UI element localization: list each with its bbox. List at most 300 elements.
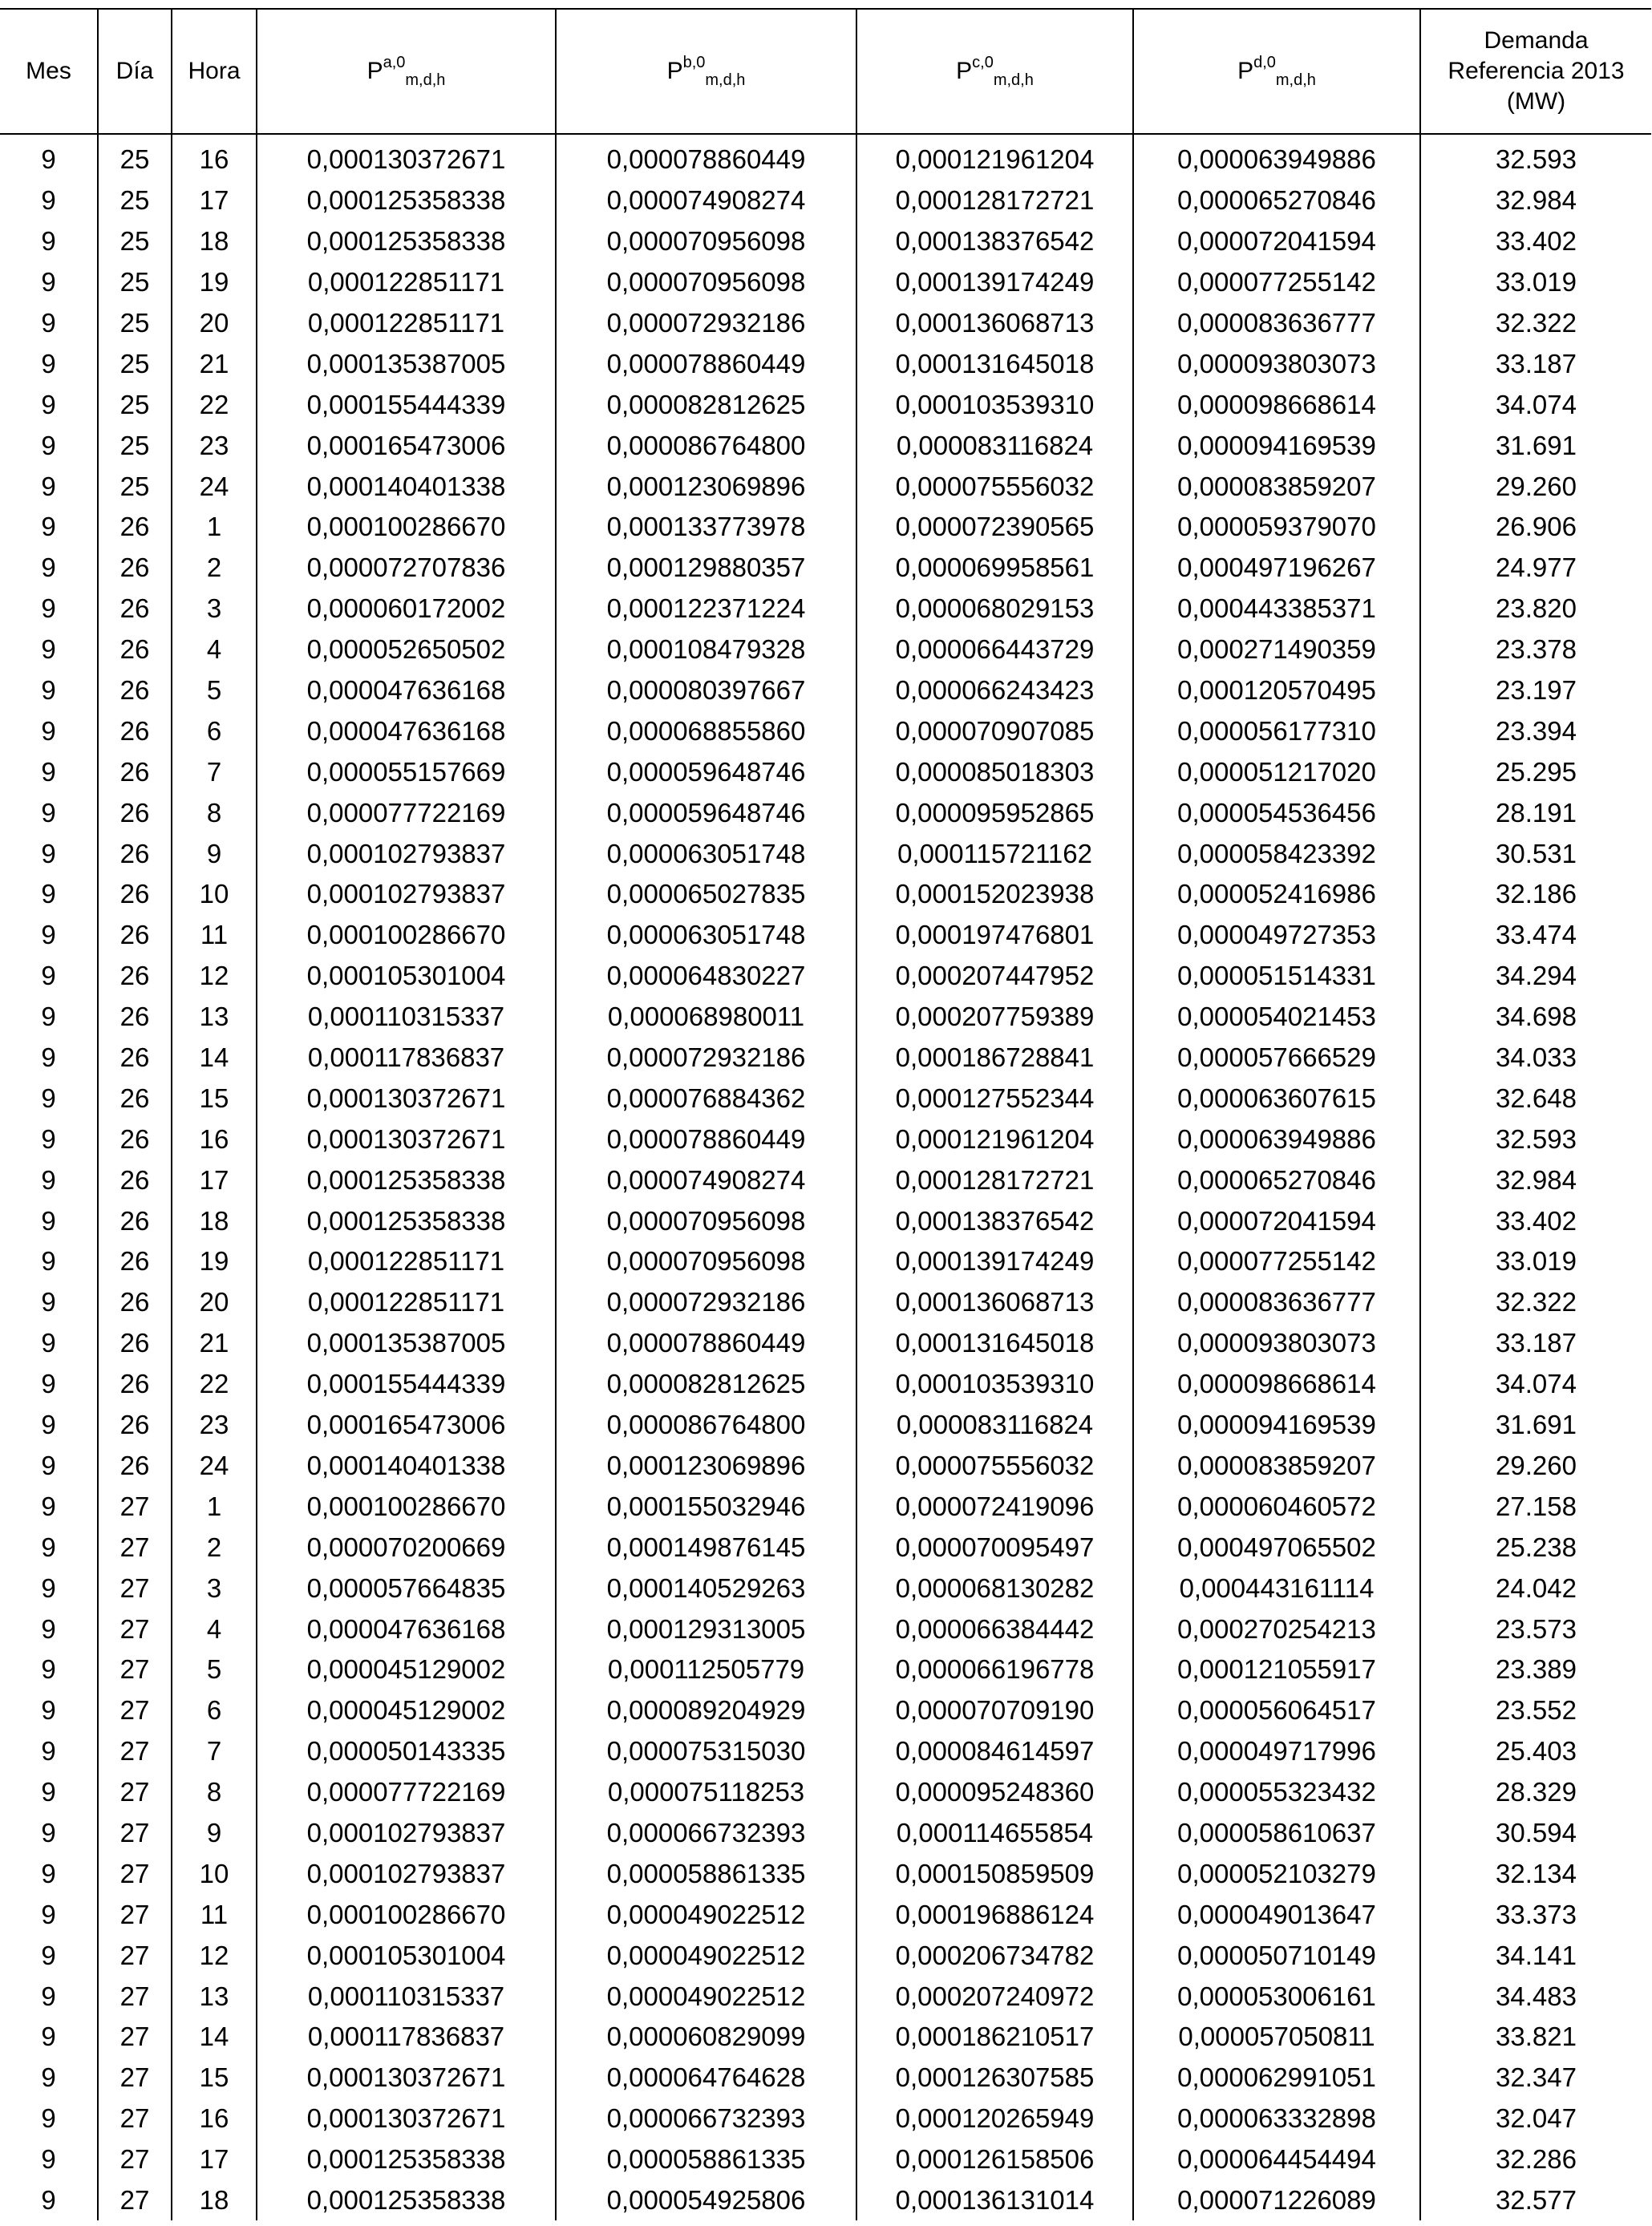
pd-cell: 0,000051217020 bbox=[1133, 751, 1420, 792]
table-row bbox=[0, 507, 1651, 548]
mes-cell: 9 bbox=[41, 2184, 56, 2215]
pd-cell: 0,000064454494 bbox=[1133, 2139, 1420, 2180]
pc-cell: 0,000207759389 bbox=[856, 997, 1133, 1038]
dia-cell: 26 bbox=[98, 670, 172, 711]
dia-cell: 27 bbox=[98, 2058, 172, 2099]
table-row bbox=[0, 1935, 1651, 1976]
mes-cell: 9 bbox=[41, 879, 56, 909]
header-pd-base: P bbox=[1237, 58, 1254, 84]
demanda-cell: 23.197 bbox=[1420, 670, 1651, 711]
pd-cell: 0,000071226089 bbox=[1133, 2180, 1420, 2221]
pa-cell: 0,000135387005 bbox=[257, 343, 556, 384]
hora-cell: 15 bbox=[172, 1078, 257, 1119]
dia-cell: 26 bbox=[98, 1446, 172, 1487]
header-pc-sup: c,0 bbox=[972, 54, 994, 71]
mes-cell: 9 bbox=[41, 1817, 56, 1848]
pd-cell: 0,000083859207 bbox=[1133, 466, 1420, 507]
dia-cell: 26 bbox=[98, 1405, 172, 1446]
data-table bbox=[0, 8, 1651, 2220]
pb-cell: 0,000082812625 bbox=[556, 384, 856, 425]
mes-cell: 9 bbox=[41, 1328, 56, 1358]
hora-cell: 10 bbox=[172, 1853, 257, 1894]
pa-cell: 0,000077722169 bbox=[257, 1772, 556, 1813]
pc-cell: 0,000136068713 bbox=[856, 303, 1133, 344]
mes-cell: 9 bbox=[41, 920, 56, 950]
table-row bbox=[0, 1976, 1651, 2017]
pb-cell: 0,000063051748 bbox=[556, 915, 856, 956]
mes-cell: 9 bbox=[41, 1736, 56, 1767]
dia-cell: 27 bbox=[98, 1649, 172, 1690]
table-row bbox=[0, 384, 1651, 425]
pb-cell: 0,000078860449 bbox=[556, 343, 856, 384]
dia-cell: 27 bbox=[98, 2180, 172, 2221]
pa-cell: 0,000117836837 bbox=[257, 1038, 556, 1079]
dia-cell: 25 bbox=[98, 180, 172, 221]
dia-cell: 26 bbox=[98, 1160, 172, 1200]
pc-cell: 0,000070709190 bbox=[856, 1690, 1133, 1731]
demanda-cell: 23.378 bbox=[1420, 629, 1651, 670]
mes-cell: 9 bbox=[41, 715, 56, 746]
pb-cell: 0,000072932186 bbox=[556, 303, 856, 344]
demanda-cell: 26.906 bbox=[1420, 507, 1651, 548]
demanda-cell: 32.322 bbox=[1420, 303, 1651, 344]
hora-cell: 5 bbox=[172, 670, 257, 711]
pa-cell: 0,000130372671 bbox=[257, 2058, 556, 2099]
table-row bbox=[0, 751, 1651, 792]
demanda-cell: 23.552 bbox=[1420, 1690, 1651, 1731]
table-row bbox=[0, 1568, 1651, 1609]
demanda-cell: 34.074 bbox=[1420, 1364, 1651, 1405]
pb-cell: 0,000058861335 bbox=[556, 1853, 856, 1894]
pa-cell: 0,000105301004 bbox=[257, 956, 556, 997]
pa-cell: 0,000122851171 bbox=[257, 1282, 556, 1323]
pd-cell: 0,000083636777 bbox=[1133, 303, 1420, 344]
mes-cell: 9 bbox=[41, 1613, 56, 1644]
hora-cell: 22 bbox=[172, 1364, 257, 1405]
pa-cell: 0,000047636168 bbox=[257, 1609, 556, 1649]
pa-cell: 0,000130372671 bbox=[257, 134, 556, 180]
demanda-cell: 31.691 bbox=[1420, 1405, 1651, 1446]
demanda-cell: 25.238 bbox=[1420, 1527, 1651, 1568]
mes-cell: 9 bbox=[41, 512, 56, 542]
demanda-cell: 25.295 bbox=[1420, 751, 1651, 792]
pc-cell: 0,000186210517 bbox=[856, 2017, 1133, 2058]
table-row bbox=[0, 1731, 1651, 1772]
pb-cell: 0,000075118253 bbox=[556, 1772, 856, 1813]
mes-cell: 9 bbox=[41, 2103, 56, 2134]
pd-cell: 0,000094169539 bbox=[1133, 425, 1420, 466]
pb-cell: 0,000072932186 bbox=[556, 1038, 856, 1079]
dia-cell: 25 bbox=[98, 425, 172, 466]
demanda-cell: 33.019 bbox=[1420, 262, 1651, 303]
pc-cell: 0,000072390565 bbox=[856, 507, 1133, 548]
mes-cell: 9 bbox=[41, 2144, 56, 2175]
table-row bbox=[0, 1894, 1651, 1935]
dia-cell: 27 bbox=[98, 1772, 172, 1813]
pa-cell: 0,000102793837 bbox=[257, 1853, 556, 1894]
hora-cell: 8 bbox=[172, 792, 257, 833]
table-row bbox=[0, 134, 1651, 180]
pb-cell: 0,000049022512 bbox=[556, 1976, 856, 2017]
mes-cell: 9 bbox=[41, 1123, 56, 1154]
demanda-cell: 23.573 bbox=[1420, 1609, 1651, 1649]
pd-cell: 0,000072041594 bbox=[1133, 1200, 1420, 1241]
dia-cell: 26 bbox=[98, 956, 172, 997]
hora-cell: 19 bbox=[172, 1241, 257, 1282]
demanda-cell: 34.294 bbox=[1420, 956, 1651, 997]
header-demanda-line2: Referencia 2013 bbox=[1448, 58, 1625, 84]
demanda-cell: 23.389 bbox=[1420, 1649, 1651, 1690]
pa-cell: 0,000122851171 bbox=[257, 303, 556, 344]
pa-cell: 0,000155444339 bbox=[257, 1364, 556, 1405]
table-row bbox=[0, 221, 1651, 262]
table-row bbox=[0, 425, 1651, 466]
pb-cell: 0,000074908274 bbox=[556, 1160, 856, 1200]
table-row bbox=[0, 1649, 1651, 1690]
demanda-cell: 30.594 bbox=[1420, 1813, 1651, 1854]
table-row bbox=[0, 1690, 1651, 1731]
demanda-cell: 32.047 bbox=[1420, 2099, 1651, 2139]
table-row bbox=[0, 1038, 1651, 1079]
pb-cell: 0,000070956098 bbox=[556, 221, 856, 262]
table-row bbox=[0, 262, 1651, 303]
hora-cell: 9 bbox=[172, 833, 257, 874]
pc-cell: 0,000066243423 bbox=[856, 670, 1133, 711]
hora-cell: 21 bbox=[172, 343, 257, 384]
hora-cell: 6 bbox=[172, 1690, 257, 1731]
pb-cell: 0,000063051748 bbox=[556, 833, 856, 874]
hora-cell: 10 bbox=[172, 874, 257, 915]
hora-cell: 11 bbox=[172, 1894, 257, 1935]
pd-cell: 0,000098668614 bbox=[1133, 384, 1420, 425]
demanda-cell: 28.329 bbox=[1420, 1772, 1651, 1813]
pc-cell: 0,000138376542 bbox=[856, 1200, 1133, 1241]
pb-cell: 0,000060829099 bbox=[556, 2017, 856, 2058]
demanda-cell: 34.033 bbox=[1420, 1038, 1651, 1079]
pc-cell: 0,000075556032 bbox=[856, 1446, 1133, 1487]
pc-cell: 0,000075556032 bbox=[856, 466, 1133, 507]
pd-cell: 0,000093803073 bbox=[1133, 343, 1420, 384]
table-row bbox=[0, 2180, 1651, 2221]
data-table-container bbox=[0, 8, 1651, 2220]
header-demanda bbox=[1420, 9, 1651, 134]
demanda-cell: 29.260 bbox=[1420, 466, 1651, 507]
hora-cell: 24 bbox=[172, 1446, 257, 1487]
dia-cell: 26 bbox=[98, 915, 172, 956]
pd-cell: 0,000065270846 bbox=[1133, 1160, 1420, 1200]
dia-cell: 25 bbox=[98, 343, 172, 384]
pa-cell: 0,000047636168 bbox=[257, 670, 556, 711]
pa-cell: 0,000122851171 bbox=[257, 1241, 556, 1282]
mes-cell: 9 bbox=[41, 348, 56, 378]
pa-cell: 0,000060172002 bbox=[257, 589, 556, 629]
demanda-cell: 30.531 bbox=[1420, 833, 1651, 874]
dia-cell: 27 bbox=[98, 1486, 172, 1527]
header-dia: Día bbox=[98, 9, 172, 134]
pb-cell: 0,000049022512 bbox=[556, 1894, 856, 1935]
dia-cell: 25 bbox=[98, 384, 172, 425]
pd-cell: 0,000063949886 bbox=[1133, 1119, 1420, 1160]
pc-cell: 0,000196886124 bbox=[856, 1894, 1133, 1935]
dia-cell: 26 bbox=[98, 1323, 172, 1364]
pb-cell: 0,000149876145 bbox=[556, 1527, 856, 1568]
table-row bbox=[0, 303, 1651, 344]
hora-cell: 3 bbox=[172, 589, 257, 629]
dia-cell: 27 bbox=[98, 2099, 172, 2139]
demanda-cell: 34.074 bbox=[1420, 384, 1651, 425]
pc-cell: 0,000152023938 bbox=[856, 874, 1133, 915]
demanda-cell: 32.648 bbox=[1420, 1078, 1651, 1119]
demanda-cell: 32.186 bbox=[1420, 874, 1651, 915]
pc-cell: 0,000206734782 bbox=[856, 1935, 1133, 1976]
pb-cell: 0,000078860449 bbox=[556, 1323, 856, 1364]
table-row bbox=[0, 629, 1651, 670]
header-pa-sup: a,0 bbox=[383, 54, 406, 71]
pc-cell: 0,000128172721 bbox=[856, 1160, 1133, 1200]
table-row bbox=[0, 1364, 1651, 1405]
demanda-cell: 23.394 bbox=[1420, 710, 1651, 751]
pa-cell: 0,000140401338 bbox=[257, 1446, 556, 1487]
dia-cell: 26 bbox=[98, 874, 172, 915]
hora-cell: 17 bbox=[172, 2139, 257, 2180]
table-row bbox=[0, 1813, 1651, 1854]
pb-cell: 0,000065027835 bbox=[556, 874, 856, 915]
hora-cell: 1 bbox=[172, 507, 257, 548]
pa-cell: 0,000110315337 bbox=[257, 1976, 556, 2017]
pc-cell: 0,000069958561 bbox=[856, 548, 1133, 589]
mes-cell: 9 bbox=[41, 1246, 56, 1277]
pc-cell: 0,000066196778 bbox=[856, 1649, 1133, 1690]
demanda-cell: 32.984 bbox=[1420, 1160, 1651, 1200]
table-row bbox=[0, 1527, 1651, 1568]
demanda-cell: 29.260 bbox=[1420, 1446, 1651, 1487]
mes-cell: 9 bbox=[41, 1410, 56, 1440]
pb-cell: 0,000070956098 bbox=[556, 1200, 856, 1241]
pc-cell: 0,000127552344 bbox=[856, 1078, 1133, 1119]
pd-cell: 0,000063607615 bbox=[1133, 1078, 1420, 1119]
pd-cell: 0,000050710149 bbox=[1133, 1935, 1420, 1976]
table-row bbox=[0, 2058, 1651, 2099]
pd-cell: 0,000052416986 bbox=[1133, 874, 1420, 915]
mes-cell: 9 bbox=[41, 1369, 56, 1399]
pb-cell: 0,000089204929 bbox=[556, 1690, 856, 1731]
pc-cell: 0,000114655854 bbox=[856, 1813, 1133, 1854]
demanda-cell: 32.347 bbox=[1420, 2058, 1651, 2099]
demanda-cell: 33.474 bbox=[1420, 915, 1651, 956]
mes-cell: 9 bbox=[41, 838, 56, 868]
pd-cell: 0,000058610637 bbox=[1133, 1813, 1420, 1854]
pc-cell: 0,000085018303 bbox=[856, 751, 1133, 792]
mes-cell: 9 bbox=[41, 144, 56, 175]
hora-cell: 18 bbox=[172, 2180, 257, 2221]
mes-cell: 9 bbox=[41, 1491, 56, 1521]
pb-cell: 0,000112505779 bbox=[556, 1649, 856, 1690]
pb-cell: 0,000068980011 bbox=[556, 997, 856, 1038]
dia-cell: 26 bbox=[98, 1200, 172, 1241]
pa-cell: 0,000047636168 bbox=[257, 710, 556, 751]
table-row bbox=[0, 874, 1651, 915]
pc-cell: 0,000070907085 bbox=[856, 710, 1133, 751]
pb-cell: 0,000123069896 bbox=[556, 1446, 856, 1487]
dia-cell: 26 bbox=[98, 1241, 172, 1282]
pb-cell: 0,000070956098 bbox=[556, 1241, 856, 1282]
pd-cell: 0,000060460572 bbox=[1133, 1486, 1420, 1527]
pc-cell: 0,000068130282 bbox=[856, 1568, 1133, 1609]
demanda-cell: 32.286 bbox=[1420, 2139, 1651, 2180]
dia-cell: 26 bbox=[98, 997, 172, 1038]
dia-cell: 27 bbox=[98, 1894, 172, 1935]
dia-cell: 26 bbox=[98, 1119, 172, 1160]
header-pa-sub: m,d,h bbox=[405, 71, 446, 89]
table-row bbox=[0, 792, 1651, 833]
demanda-cell: 34.141 bbox=[1420, 1935, 1651, 1976]
pa-cell: 0,000045129002 bbox=[257, 1649, 556, 1690]
hora-cell: 2 bbox=[172, 548, 257, 589]
hora-cell: 17 bbox=[172, 180, 257, 221]
pb-cell: 0,000140529263 bbox=[556, 1568, 856, 1609]
table-row bbox=[0, 589, 1651, 629]
mes-cell: 9 bbox=[41, 675, 56, 706]
pa-cell: 0,000057664835 bbox=[257, 1568, 556, 1609]
pc-cell: 0,000207447952 bbox=[856, 956, 1133, 997]
pa-cell: 0,000155444339 bbox=[257, 384, 556, 425]
demanda-cell: 32.593 bbox=[1420, 134, 1651, 180]
table-row bbox=[0, 670, 1651, 711]
pc-cell: 0,000095248360 bbox=[856, 1772, 1133, 1813]
pb-cell: 0,000129313005 bbox=[556, 1609, 856, 1649]
pa-cell: 0,000100286670 bbox=[257, 915, 556, 956]
demanda-cell: 28.191 bbox=[1420, 792, 1651, 833]
pb-cell: 0,000068855860 bbox=[556, 710, 856, 751]
pd-cell: 0,000054021453 bbox=[1133, 997, 1420, 1038]
dia-cell: 26 bbox=[98, 792, 172, 833]
mes-cell: 9 bbox=[41, 1777, 56, 1807]
pa-cell: 0,000102793837 bbox=[257, 833, 556, 874]
hora-cell: 7 bbox=[172, 751, 257, 792]
hora-cell: 4 bbox=[172, 629, 257, 670]
hora-cell: 20 bbox=[172, 1282, 257, 1323]
pa-cell: 0,000125358338 bbox=[257, 1200, 556, 1241]
dia-cell: 27 bbox=[98, 1690, 172, 1731]
hora-cell: 6 bbox=[172, 710, 257, 751]
pb-cell: 0,000108479328 bbox=[556, 629, 856, 670]
pc-cell: 0,000083116824 bbox=[856, 1405, 1133, 1446]
table-row bbox=[0, 1119, 1651, 1160]
demanda-cell: 33.402 bbox=[1420, 221, 1651, 262]
pc-cell: 0,000070095497 bbox=[856, 1527, 1133, 1568]
pd-cell: 0,000049013647 bbox=[1133, 1894, 1420, 1935]
pc-cell: 0,000072419096 bbox=[856, 1486, 1133, 1527]
pa-cell: 0,000050143335 bbox=[257, 1731, 556, 1772]
hora-cell: 5 bbox=[172, 1649, 257, 1690]
pa-cell: 0,000165473006 bbox=[257, 1405, 556, 1446]
dia-cell: 27 bbox=[98, 1813, 172, 1854]
pb-cell: 0,000123069896 bbox=[556, 466, 856, 507]
demanda-cell: 27.158 bbox=[1420, 1486, 1651, 1527]
pa-cell: 0,000125358338 bbox=[257, 180, 556, 221]
dia-cell: 25 bbox=[98, 134, 172, 180]
demanda-cell: 23.820 bbox=[1420, 589, 1651, 629]
pc-cell: 0,000139174249 bbox=[856, 1241, 1133, 1282]
pd-cell: 0,000049717996 bbox=[1133, 1731, 1420, 1772]
table-row bbox=[0, 1486, 1651, 1527]
pd-cell: 0,000058423392 bbox=[1133, 833, 1420, 874]
mes-cell: 9 bbox=[41, 1164, 56, 1195]
hora-cell: 16 bbox=[172, 134, 257, 180]
dia-cell: 26 bbox=[98, 1364, 172, 1405]
demanda-cell: 32.577 bbox=[1420, 2180, 1651, 2221]
dia-cell: 26 bbox=[98, 1282, 172, 1323]
demanda-cell: 34.698 bbox=[1420, 997, 1651, 1038]
pd-cell: 0,000062991051 bbox=[1133, 2058, 1420, 2099]
pd-cell: 0,000077255142 bbox=[1133, 1241, 1420, 1282]
mes-cell: 9 bbox=[41, 961, 56, 991]
pb-cell: 0,000129880357 bbox=[556, 548, 856, 589]
table-row bbox=[0, 1609, 1651, 1649]
pc-cell: 0,000126307585 bbox=[856, 2058, 1133, 2099]
header-pc-sub: m,d,h bbox=[993, 71, 1034, 89]
pd-cell: 0,000056177310 bbox=[1133, 710, 1420, 751]
mes-cell: 9 bbox=[41, 1572, 56, 1603]
table-row bbox=[0, 548, 1651, 589]
dia-cell: 25 bbox=[98, 262, 172, 303]
dia-cell: 25 bbox=[98, 221, 172, 262]
mes-cell: 9 bbox=[41, 1450, 56, 1480]
pb-cell: 0,000059648746 bbox=[556, 792, 856, 833]
pc-cell: 0,000121961204 bbox=[856, 134, 1133, 180]
table-row bbox=[0, 1853, 1651, 1894]
pb-cell: 0,000066732393 bbox=[556, 1813, 856, 1854]
mes-cell: 9 bbox=[41, 185, 56, 216]
pc-cell: 0,000207240972 bbox=[856, 1976, 1133, 2017]
pc-cell: 0,000120265949 bbox=[856, 2099, 1133, 2139]
table-row bbox=[0, 180, 1651, 221]
pb-cell: 0,000054925806 bbox=[556, 2180, 856, 2221]
pd-cell: 0,000054536456 bbox=[1133, 792, 1420, 833]
pc-cell: 0,000126158506 bbox=[856, 2139, 1133, 2180]
mes-cell: 9 bbox=[41, 1654, 56, 1685]
pb-cell: 0,000082812625 bbox=[556, 1364, 856, 1405]
dia-cell: 27 bbox=[98, 1731, 172, 1772]
mes-cell: 9 bbox=[41, 1981, 56, 2011]
demanda-cell: 25.403 bbox=[1420, 1731, 1651, 1772]
pb-cell: 0,000155032946 bbox=[556, 1486, 856, 1527]
demanda-cell: 33.019 bbox=[1420, 1241, 1651, 1282]
hora-cell: 22 bbox=[172, 384, 257, 425]
hora-cell: 20 bbox=[172, 303, 257, 344]
pc-cell: 0,000197476801 bbox=[856, 915, 1133, 956]
dia-cell: 26 bbox=[98, 833, 172, 874]
demanda-cell: 24.042 bbox=[1420, 1568, 1651, 1609]
table-row bbox=[0, 2017, 1651, 2058]
mes-cell: 9 bbox=[41, 2022, 56, 2052]
pd-cell: 0,000059379070 bbox=[1133, 507, 1420, 548]
hora-cell: 14 bbox=[172, 1038, 257, 1079]
pc-cell: 0,000103539310 bbox=[856, 384, 1133, 425]
pd-cell: 0,000057666529 bbox=[1133, 1038, 1420, 1079]
pb-cell: 0,000072932186 bbox=[556, 1282, 856, 1323]
mes-cell: 9 bbox=[41, 1940, 56, 1970]
pa-cell: 0,000100286670 bbox=[257, 1486, 556, 1527]
mes-cell: 9 bbox=[41, 1042, 56, 1073]
dia-cell: 26 bbox=[98, 629, 172, 670]
header-demanda-line1: Demanda bbox=[1484, 27, 1589, 54]
demanda-cell: 33.187 bbox=[1420, 1323, 1651, 1364]
table-row bbox=[0, 466, 1651, 507]
hora-cell: 15 bbox=[172, 2058, 257, 2099]
hora-cell: 7 bbox=[172, 1731, 257, 1772]
table-row bbox=[0, 1323, 1651, 1364]
